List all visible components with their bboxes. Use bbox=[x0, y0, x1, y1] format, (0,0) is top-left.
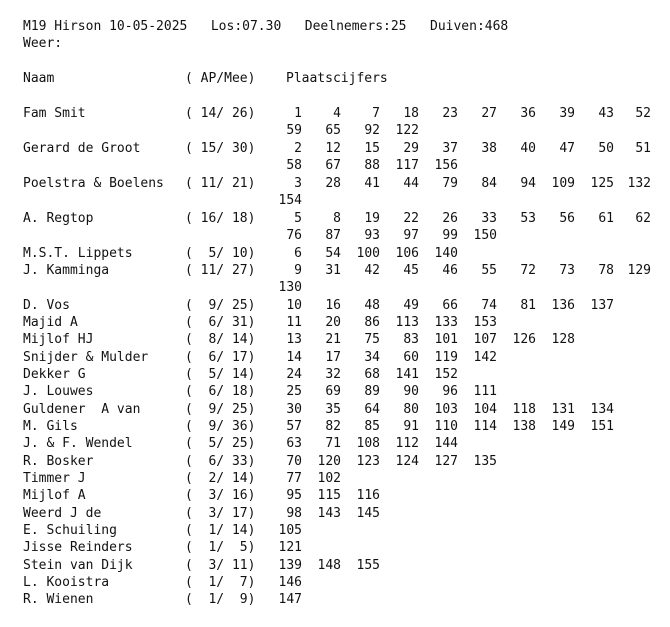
place-number: 12 bbox=[325, 141, 341, 156]
place-number: 100 bbox=[356, 246, 380, 261]
participant-name: Mijlof HJ bbox=[23, 332, 94, 347]
place-number: 54 bbox=[325, 246, 341, 261]
place-number: 87 bbox=[325, 228, 341, 244]
place-number: 112 bbox=[395, 436, 419, 451]
place-number: 80 bbox=[403, 402, 419, 417]
ap-mee-value: ( 6/ 18) bbox=[185, 384, 256, 399]
place-number: 67 bbox=[325, 158, 341, 174]
place-number: 149 bbox=[551, 419, 575, 434]
place-number: 74 bbox=[481, 298, 497, 313]
participant-name: Poelstra & Boelens bbox=[23, 176, 164, 191]
place-number: 59 bbox=[286, 123, 302, 139]
ap-mee-value: ( 5/ 10) bbox=[185, 246, 256, 261]
ap-mee-value: ( 14/ 26) bbox=[185, 106, 256, 121]
place-number: 103 bbox=[434, 402, 458, 417]
place-number: 30 bbox=[286, 402, 302, 417]
place-number: 104 bbox=[473, 402, 497, 417]
place-number: 144 bbox=[434, 436, 458, 451]
ap-mee-value: ( 11/ 21) bbox=[185, 176, 256, 191]
place-number: 114 bbox=[473, 419, 497, 434]
place-number: 127 bbox=[434, 454, 458, 469]
place-number: 16 bbox=[325, 298, 341, 313]
place-number: 106 bbox=[395, 246, 419, 261]
participant-name: Gerard de Groot bbox=[23, 141, 141, 156]
place-number: 76 bbox=[286, 228, 302, 244]
participant-name: Weerd J de bbox=[23, 506, 102, 521]
participant-name: J. Kamminga bbox=[23, 263, 110, 278]
place-number: 120 bbox=[317, 454, 341, 469]
ap-mee-value: ( 3/ 16) bbox=[185, 488, 256, 503]
place-number: 116 bbox=[356, 488, 380, 503]
place-number: 2 bbox=[294, 141, 302, 156]
place-number: 97 bbox=[403, 228, 419, 244]
place-number: 107 bbox=[473, 332, 497, 347]
place-number: 96 bbox=[442, 384, 458, 399]
place-number: 94 bbox=[520, 176, 536, 191]
ap-mee-value: ( 1/ 9) bbox=[185, 592, 256, 607]
place-number: 118 bbox=[512, 402, 536, 417]
participant-name: Snijder & Mulder bbox=[23, 350, 149, 365]
place-number: 133 bbox=[434, 315, 458, 330]
place-number: 146 bbox=[278, 575, 302, 590]
place-number: 43 bbox=[598, 106, 614, 121]
place-number: 44 bbox=[403, 176, 419, 191]
ap-mee-value: ( 6/ 31) bbox=[185, 315, 256, 330]
participant-name: R. Wienen bbox=[23, 592, 94, 607]
ap-mee-value: ( 11/ 27) bbox=[185, 263, 256, 278]
place-number: 84 bbox=[481, 176, 497, 191]
place-number: 34 bbox=[364, 350, 380, 365]
participant-name: R. Bosker bbox=[23, 454, 94, 469]
place-number: 138 bbox=[512, 419, 536, 434]
ap-mee-value: ( 9/ 25) bbox=[185, 402, 256, 417]
place-number: 86 bbox=[364, 315, 380, 330]
ap-mee-value: ( 9/ 36) bbox=[185, 419, 256, 434]
participant-name: Stein van Dijk bbox=[23, 558, 133, 573]
place-number: 150 bbox=[473, 228, 497, 244]
place-number: 113 bbox=[395, 315, 419, 330]
place-number: 51 bbox=[635, 141, 651, 156]
place-number: 132 bbox=[627, 176, 651, 191]
place-number: 56 bbox=[559, 211, 575, 226]
place-number: 89 bbox=[364, 384, 380, 399]
place-number: 117 bbox=[395, 158, 419, 174]
place-number: 108 bbox=[356, 436, 380, 451]
place-number: 151 bbox=[590, 419, 614, 434]
column-header-ap-mee: ( AP/Mee) bbox=[185, 71, 256, 86]
place-number: 58 bbox=[286, 158, 302, 174]
place-number: 57 bbox=[286, 419, 302, 434]
column-header-naam: Naam bbox=[23, 71, 55, 86]
place-number: 92 bbox=[364, 123, 380, 139]
place-number: 148 bbox=[317, 558, 341, 573]
place-number: 101 bbox=[434, 332, 458, 347]
place-number: 24 bbox=[286, 367, 302, 382]
place-number: 4 bbox=[333, 106, 341, 121]
column-header-plaatscijfers: Plaatscijfers bbox=[286, 71, 388, 86]
place-number: 5 bbox=[294, 211, 302, 226]
place-number: 121 bbox=[278, 540, 302, 555]
place-number: 88 bbox=[364, 158, 380, 174]
participant-name: L. Kooistra bbox=[23, 575, 110, 590]
ap-mee-value: ( 9/ 25) bbox=[185, 298, 256, 313]
place-number: 105 bbox=[278, 523, 302, 538]
participant-name: Majid A bbox=[23, 315, 78, 330]
place-number: 13 bbox=[286, 332, 302, 347]
place-number: 37 bbox=[442, 141, 458, 156]
place-number: 19 bbox=[364, 211, 380, 226]
place-number: 90 bbox=[403, 384, 419, 399]
place-number: 143 bbox=[317, 506, 341, 521]
ap-mee-value: ( 1/ 7) bbox=[185, 575, 256, 590]
ap-mee-value: ( 2/ 14) bbox=[185, 471, 256, 486]
ap-mee-value: ( 8/ 14) bbox=[185, 332, 256, 347]
place-number: 82 bbox=[325, 419, 341, 434]
participant-name: A. Regtop bbox=[23, 211, 94, 226]
place-number: 134 bbox=[590, 402, 614, 417]
place-number: 32 bbox=[325, 367, 341, 382]
ap-mee-value: ( 5/ 25) bbox=[185, 436, 256, 451]
place-number: 126 bbox=[512, 332, 536, 347]
place-number: 14 bbox=[286, 350, 302, 365]
place-number: 71 bbox=[325, 436, 341, 451]
place-number: 1 bbox=[294, 106, 302, 121]
place-number: 47 bbox=[559, 141, 575, 156]
place-number: 141 bbox=[395, 367, 419, 382]
place-number: 10 bbox=[286, 298, 302, 313]
place-number: 62 bbox=[635, 211, 651, 226]
place-number: 81 bbox=[520, 298, 536, 313]
place-number: 50 bbox=[598, 141, 614, 156]
place-number: 110 bbox=[434, 419, 458, 434]
place-number: 26 bbox=[442, 211, 458, 226]
place-number: 95 bbox=[286, 488, 302, 503]
ap-mee-value: ( 16/ 18) bbox=[185, 211, 256, 226]
place-number: 38 bbox=[481, 141, 497, 156]
ap-mee-value: ( 1/ 14) bbox=[185, 523, 256, 538]
participant-name: J. Louwes bbox=[23, 384, 94, 399]
place-number: 6 bbox=[294, 246, 302, 261]
place-number: 20 bbox=[325, 315, 341, 330]
place-number: 21 bbox=[325, 332, 341, 347]
place-number: 128 bbox=[551, 332, 575, 347]
ap-mee-value: ( 1/ 5) bbox=[185, 540, 256, 555]
place-number: 33 bbox=[481, 211, 497, 226]
place-number: 49 bbox=[403, 298, 419, 313]
place-number: 70 bbox=[286, 454, 302, 469]
place-number: 55 bbox=[481, 263, 497, 278]
weather-line: Weer: bbox=[23, 36, 63, 51]
place-number: 45 bbox=[403, 263, 419, 278]
place-number: 125 bbox=[590, 176, 614, 191]
place-number: 3 bbox=[294, 176, 302, 191]
participant-name: J. & F. Wendel bbox=[23, 436, 133, 451]
place-number: 36 bbox=[520, 106, 536, 121]
place-number: 66 bbox=[442, 298, 458, 313]
ap-mee-value: ( 15/ 30) bbox=[185, 141, 256, 156]
participant-name: D. Vos bbox=[23, 298, 70, 313]
participant-name: E. Schuiling bbox=[23, 523, 117, 538]
place-number: 152 bbox=[434, 367, 458, 382]
place-number: 23 bbox=[442, 106, 458, 121]
place-number: 40 bbox=[520, 141, 536, 156]
place-number: 42 bbox=[364, 263, 380, 278]
place-number: 145 bbox=[356, 506, 380, 521]
place-number: 41 bbox=[364, 176, 380, 191]
participant-name: Fam Smit bbox=[23, 106, 86, 121]
place-number: 73 bbox=[559, 263, 575, 278]
place-number: 91 bbox=[403, 419, 419, 434]
ap-mee-value: ( 5/ 14) bbox=[185, 367, 256, 382]
place-number: 129 bbox=[627, 263, 651, 278]
place-number: 102 bbox=[317, 471, 341, 486]
place-number: 122 bbox=[395, 123, 419, 139]
race-header: M19 Hirson 10-05-2025 Los:07.30 Deelnemers:25 Duiven:468 bbox=[23, 19, 509, 34]
place-number: 60 bbox=[403, 350, 419, 365]
place-number: 98 bbox=[286, 506, 302, 521]
place-number: 124 bbox=[395, 454, 419, 469]
place-number: 75 bbox=[364, 332, 380, 347]
place-number: 11 bbox=[286, 315, 302, 330]
participant-name: Jisse Reinders bbox=[23, 540, 133, 555]
place-number: 8 bbox=[333, 211, 341, 226]
place-number: 147 bbox=[278, 592, 302, 607]
participant-name: M.S.T. Lippets bbox=[23, 246, 133, 261]
place-number: 78 bbox=[598, 263, 614, 278]
place-number: 48 bbox=[364, 298, 380, 313]
place-number: 72 bbox=[520, 263, 536, 278]
place-number: 119 bbox=[434, 350, 458, 365]
place-number: 109 bbox=[551, 176, 575, 191]
place-number: 77 bbox=[286, 471, 302, 486]
participant-name: Timmer J bbox=[23, 471, 86, 486]
place-number: 63 bbox=[286, 436, 302, 451]
participant-name: M. Gils bbox=[23, 419, 78, 434]
place-number: 93 bbox=[364, 228, 380, 244]
place-number: 53 bbox=[520, 211, 536, 226]
place-number: 64 bbox=[364, 402, 380, 417]
place-number: 111 bbox=[473, 384, 497, 399]
place-number: 156 bbox=[434, 158, 458, 174]
participant-name: Mijlof A bbox=[23, 488, 86, 503]
place-number: 140 bbox=[434, 246, 458, 261]
place-number: 9 bbox=[294, 263, 302, 278]
place-number: 131 bbox=[551, 402, 575, 417]
place-number: 61 bbox=[598, 211, 614, 226]
place-number: 99 bbox=[442, 228, 458, 244]
place-number: 123 bbox=[356, 454, 380, 469]
place-number: 22 bbox=[403, 211, 419, 226]
place-number: 46 bbox=[442, 263, 458, 278]
place-number: 137 bbox=[590, 298, 614, 313]
place-number: 83 bbox=[403, 332, 419, 347]
place-number: 27 bbox=[481, 106, 497, 121]
place-number: 136 bbox=[551, 298, 575, 313]
place-number: 52 bbox=[635, 106, 651, 121]
place-number: 135 bbox=[473, 454, 497, 469]
ap-mee-value: ( 6/ 33) bbox=[185, 454, 256, 469]
ap-mee-value: ( 3/ 11) bbox=[185, 558, 256, 573]
place-number: 115 bbox=[317, 488, 341, 503]
place-number: 7 bbox=[372, 106, 380, 121]
place-number: 15 bbox=[364, 141, 380, 156]
place-number: 31 bbox=[325, 263, 341, 278]
place-number: 139 bbox=[278, 558, 302, 573]
place-number: 69 bbox=[325, 384, 341, 399]
place-number: 18 bbox=[403, 106, 419, 121]
place-number: 65 bbox=[325, 123, 341, 139]
participant-name: Dekker G bbox=[23, 367, 86, 382]
place-number: 130 bbox=[278, 280, 302, 296]
place-number: 35 bbox=[325, 402, 341, 417]
participant-name: Guldener A van bbox=[23, 402, 141, 417]
place-number: 68 bbox=[364, 367, 380, 382]
place-number: 153 bbox=[473, 315, 497, 330]
place-number: 29 bbox=[403, 141, 419, 156]
place-number: 25 bbox=[286, 384, 302, 399]
ap-mee-value: ( 3/ 17) bbox=[185, 506, 256, 521]
place-number: 85 bbox=[364, 419, 380, 434]
place-number: 39 bbox=[559, 106, 575, 121]
place-number: 142 bbox=[473, 350, 497, 365]
place-number: 155 bbox=[356, 558, 380, 573]
place-number: 17 bbox=[325, 350, 341, 365]
place-number: 79 bbox=[442, 176, 458, 191]
ap-mee-value: ( 6/ 17) bbox=[185, 350, 256, 365]
place-number: 28 bbox=[325, 176, 341, 191]
place-number: 154 bbox=[278, 193, 302, 209]
